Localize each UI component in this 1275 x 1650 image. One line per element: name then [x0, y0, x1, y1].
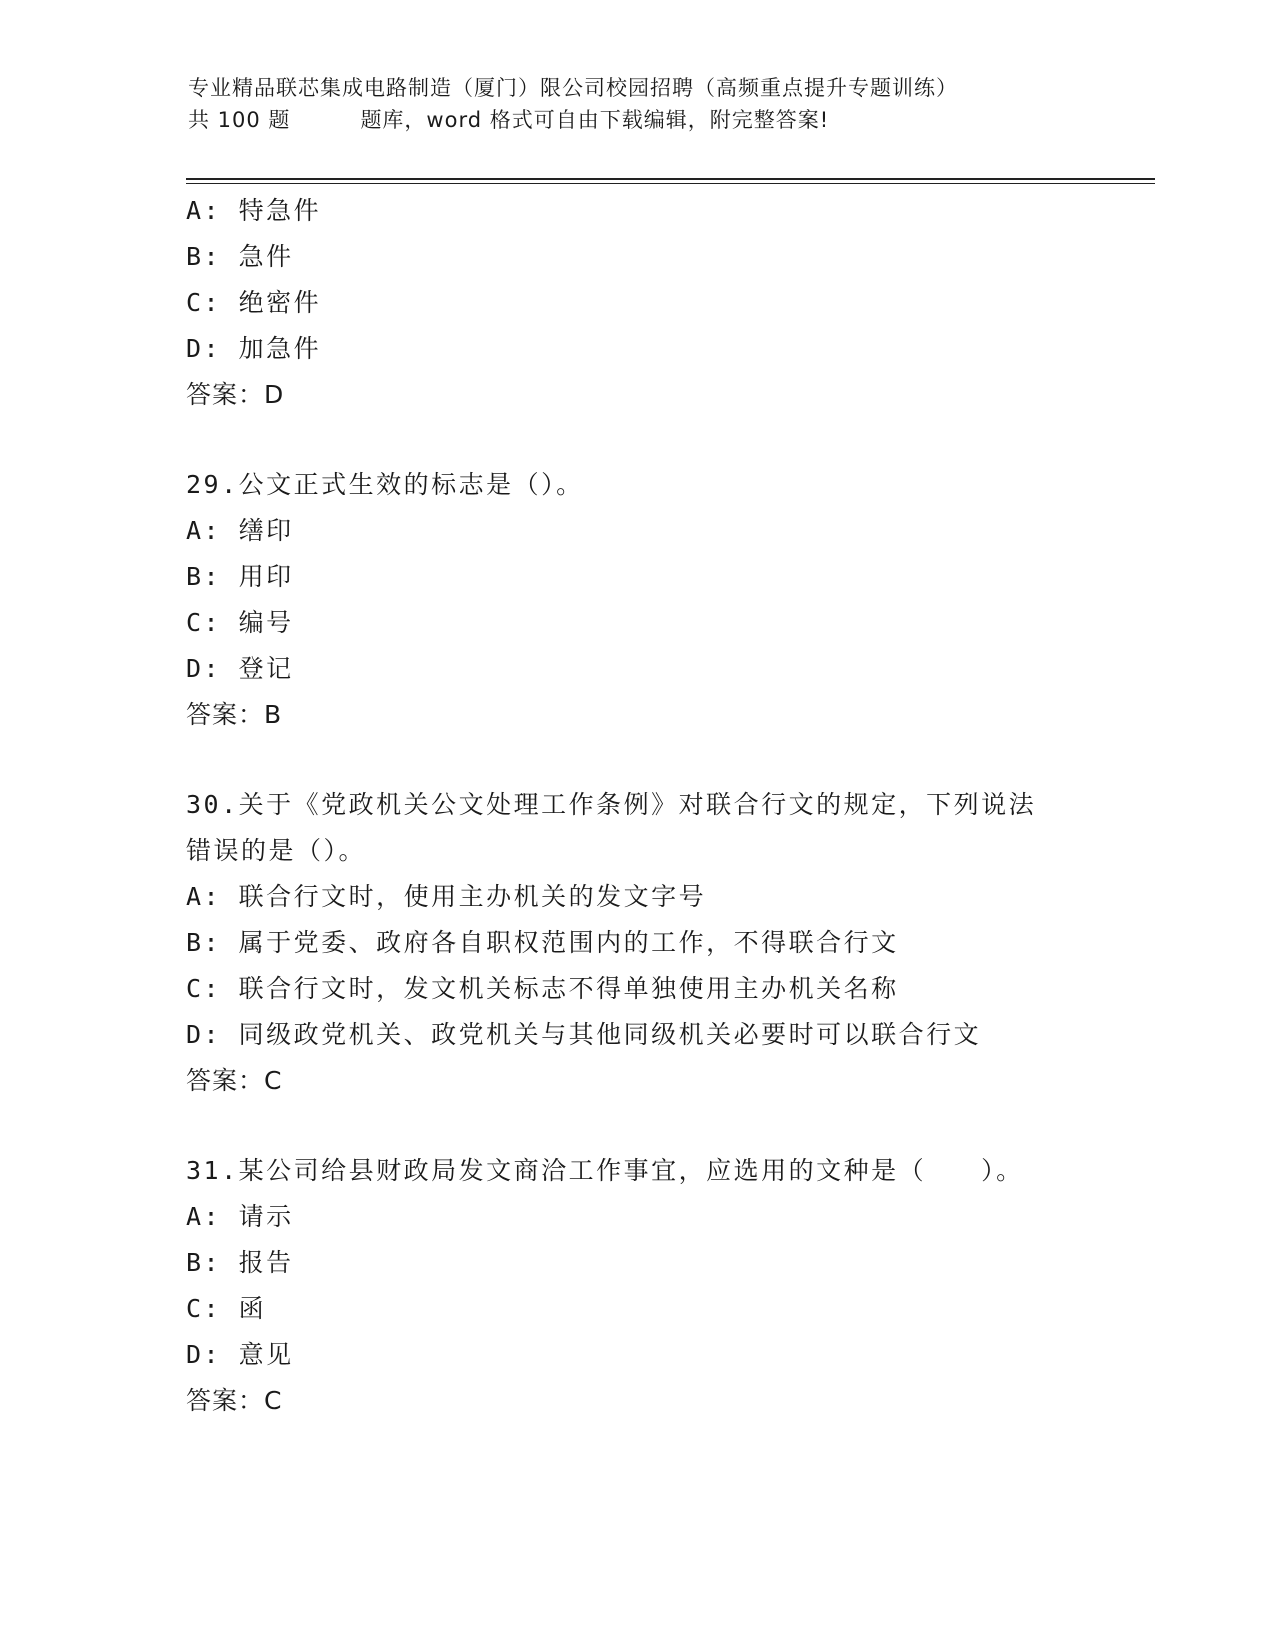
question-stem: 30.关于《党政机关公文处理工作条例》对联合行文的规定，下列说法	[186, 790, 1037, 819]
answer-line: 答案：D	[186, 380, 285, 409]
option-d: D: 登记	[186, 654, 294, 683]
option-c: C: 联合行文时，发文机关标志不得单独使用主办机关名称	[186, 974, 899, 1003]
question-stem: 29.公文正式生效的标志是（）。	[186, 470, 584, 499]
question-count: 共 100 题	[188, 108, 291, 132]
header-divider-thick	[186, 178, 1155, 180]
option-b: B: 用印	[186, 562, 294, 591]
question-fragment	[186, 188, 1146, 418]
header-title: 专业精品联芯集成电路制造（厦门）限公司校园招聘（高频重点提升专题训练）	[188, 76, 958, 100]
question-stem: 31.某公司给县财政局发文商洽工作事宜，应选用的文种是（ ）。	[186, 1156, 1024, 1185]
answer-line: 答案：B	[186, 700, 283, 729]
option-b: B: 报告	[186, 1248, 294, 1277]
option-c: C: 绝密件	[186, 288, 322, 317]
question-stem-continued: 错误的是（）。	[186, 836, 367, 865]
option-c: C: 编号	[186, 608, 294, 637]
answer-line: 答案：C	[186, 1066, 283, 1095]
header-subtitle	[188, 104, 1148, 136]
option-d: D: 同级政党机关、政党机关与其他同级机关必要时可以联合行文	[186, 1020, 982, 1049]
question-30	[186, 782, 1146, 1104]
option-a: A: 缮印	[186, 516, 294, 545]
option-d: D: 意见	[186, 1340, 294, 1369]
option-a: A: 特急件	[186, 196, 322, 225]
option-b: B: 急件	[186, 242, 294, 271]
option-a: A: 联合行文时，使用主办机关的发文字号	[186, 882, 707, 911]
option-d: D: 加急件	[186, 334, 322, 363]
document-header	[188, 72, 1148, 136]
option-b: B: 属于党委、政府各自职权范围内的工作，不得联合行文	[186, 928, 899, 957]
header-divider-thin	[186, 183, 1155, 184]
question-29	[186, 462, 1146, 738]
question-list	[186, 188, 1146, 1424]
option-a: A: 请示	[186, 1202, 294, 1231]
answer-line: 答案：C	[186, 1386, 283, 1415]
option-c: C: 函	[186, 1294, 267, 1323]
header-note: 题库，word 格式可自由下载编辑，附完整答案!	[360, 108, 830, 132]
question-31	[186, 1148, 1146, 1424]
